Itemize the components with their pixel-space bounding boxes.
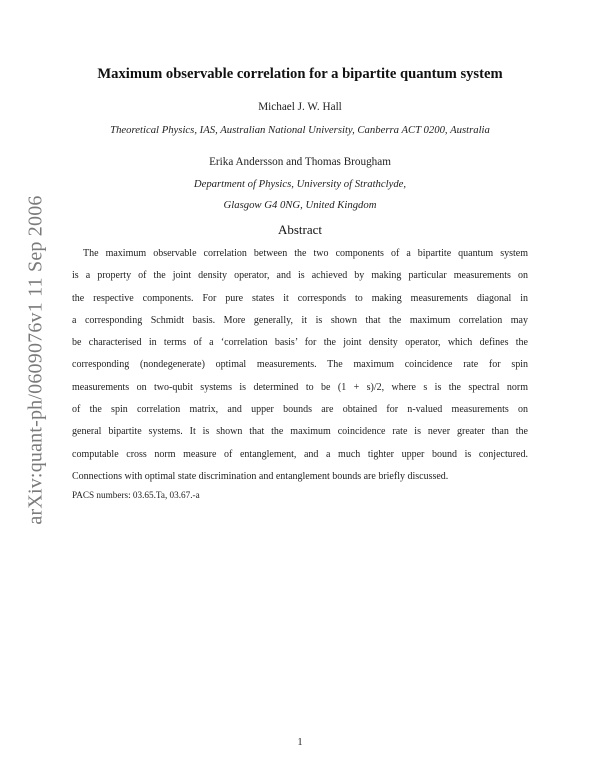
author-affiliation-1: Theoretical Physics, IAS, Australian National University, Canberra ACT 0200, Australia — [110, 124, 490, 136]
author-affiliation-2-line-1: Department of Physics, University of Strathclyde, — [193, 178, 407, 190]
abstract-line: corresponding (nondegenerate) optimal measurements. The maximum coincidence rate for spin — [72, 359, 528, 371]
abstract-line: Connections with optimal state discrimination and entanglement bounds are briefly discussed. — [72, 470, 449, 482]
abstract-heading: Abstract — [277, 222, 323, 237]
abstract-body — [72, 243, 528, 488]
abstract-line: The maximum observable correlation between the two components of a bipartite quantum system — [83, 248, 528, 259]
abstract-line: be characterised in terms of a ‘correlation basis’ for the joint density operator, which defines the — [72, 337, 528, 349]
abstract-line: is a property of the joint density operator, and is achieved by making particular measurements on — [72, 270, 528, 282]
abstract-line: computable cross norm measure of entanglement, and a much tighter upper bound is conjectured. — [72, 448, 528, 460]
abstract-line: general bipartite systems. It is shown that the maximum coincidence rate is never greater than the — [72, 426, 528, 438]
abstract-line: measurements on two-qubit systems is determined to be (1 + s)/2, where s is the spectral norm — [72, 381, 528, 393]
author-affiliation-2-line-2: Glasgow G4 0NG, United Kingdom — [223, 199, 377, 211]
abstract-line: of the spin correlation matrix, and upper bounds are obtained for n-valued measurements on — [72, 404, 528, 416]
pacs-numbers: PACS numbers: 03.65.Ta, 03.67.-a — [72, 490, 200, 500]
author-names-1: Michael J. W. Hall — [258, 101, 342, 113]
abstract-line: the respective components. For pure states it corresponds to making measurements diagonal in — [72, 292, 528, 304]
paper-title: Maximum observable correlation for a bipartite quantum system — [97, 66, 503, 82]
page-number: 1 — [297, 737, 303, 748]
author-names-2: Erika Andersson and Thomas Brougham — [209, 156, 391, 168]
abstract-line: a corresponding Schmidt basis. More generally, it is shown that the maximum correlation may — [72, 314, 528, 326]
arxiv-identifier-stamp: arXiv:quant-ph/0609076v1 11 Sep 2006 — [24, 195, 47, 525]
